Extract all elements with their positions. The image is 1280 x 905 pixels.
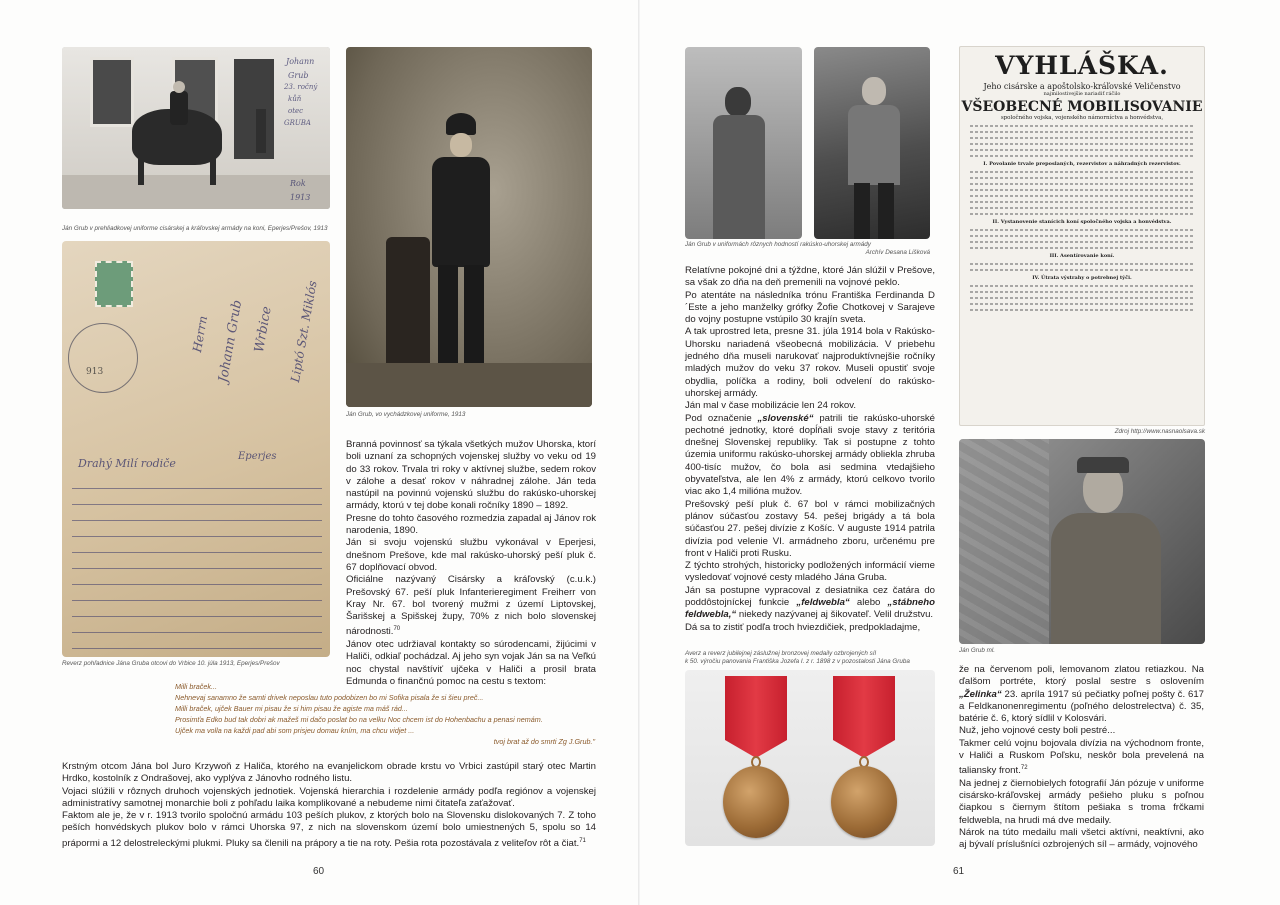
poster-text-line [970,213,1194,215]
photo-bronze-medals [685,670,935,846]
paragraph: Nárok na túto medailu mali všetci aktívni, neaktívni, ako aj bývalí príslušníci ozbrojených síl – armády, vojnového [959,827,1204,851]
poster-text-line [970,131,1194,133]
footnote-marker: 71 [579,837,586,844]
poster-section: IV. Útrata výstrahy o potrebnej týči. [1032,275,1132,281]
letter-quote [175,681,595,747]
paragraph-text: že na červenom poli, lemovanom zlatou retiazkou. Na ďalšom portréte, ktorý poslal sestre s oslovením [959,664,1204,688]
paragraph-text: niekedy nazývanej aj šikovateľ. Velil družstvu. [736,609,934,621]
photo-portrait-uniform-1 [685,47,802,239]
poster-subtitle: Jeho cisárske a apoštolsko-kráľovské Veličenstvo [983,82,1181,91]
caption-medals-line1: Averz a reverz jubilejnej záslužnej bronzovej medaily ozbrojených síl [685,650,876,657]
right-page [640,0,1280,905]
handwriting-gruba: GRUBA [284,119,311,127]
paragraph [685,413,935,499]
right-lower-text [959,664,1204,852]
letter-line: Nehnevaj sanamno že samti drivek neposlau tuto podobizen bo mi Sofika pisala že si šieu preč... [175,693,484,702]
paragraph-text: Takmer celú vojnu bojovala divízia na východnom fronte, v Haliči a Ruskom Poľsku, neskôr bola prevelená na taliansky front. [959,737,1204,777]
photo-walking-out-uniform [346,47,592,407]
poster-text-line [970,241,1194,243]
medal-reverse [831,766,897,838]
poster-text-line [970,149,1194,151]
paragraph: Vojaci slúžili v rôznych druhoch vojenských jednotiek. Vojenská hierarchia i rozdelenie armády podľa regiónov a vojenskej administratívy samotnej monarchie boli z pohľadu laika komplikované a nebudeme nimi čitateľa zaťažovať. [62,785,596,809]
paragraph-text: alebo [849,597,888,609]
caption-horse-photo: Ján Grub v prehliadkovej uniforme cisárskej a kráľovskej armády na koni, Eperjes/Prešov, 1913 [62,225,328,232]
handwriting-rok: Rok [290,179,306,188]
poster-text-line [970,143,1194,145]
paragraph-text: Oficiálne nazývaný Cisársky a kráľovský (c.u.k.) Prešovský 67. peší pluk Infanterieregiment Freiherr von Kray Nr. 67. bol tvorený mužmi z území Liptovskej, Šarišskej a Spišskej župy, 70% z nich bolo slovenskej národnosti. [346,574,596,638]
poster-title: VYHLÁŠKA. [995,51,1169,80]
handwriting-place: Eperjes [238,451,277,462]
poster-text-line [970,207,1194,209]
paragraph: Ján si svoju vojenskú službu vykonával v Eperjesi, dnešnom Prešove, kde mal rakúsko-uhorský peší pluk č. 67 doplňovací obvod. [346,537,596,573]
caption-uniform-photo: Ján Grub, vo vychádzkovej uniforme, 1913 [346,411,466,418]
handwriting-father: otec [288,107,304,115]
poster-text-line [970,125,1194,127]
emphasis-slovenske: „slovenské“ [757,412,814,424]
handwriting-grub: Grub [288,71,309,80]
handwriting-horse: kůň [288,95,302,103]
paragraph: Krstným otcom Jána bol Juro Krzywoň z Haliča, ktorého na evanjelickom obrade krstu vo Vrbici zastúpil starý otec Martin Hrdko, kostolník z Ondrašovej, ako vyplýva z Jánovho rodného listu. [62,761,596,785]
handwriting-age: 23. ročný [284,83,318,91]
paragraph: Na jednej z čiernobielych fotografií Ján pózuje v uniforme cisársko-kráľovskej armády pešieho pluku s poľnou čiapkou s čiernym štítom pešiaka s troma frčkami feldwebla, na hrudi má dve medaily. [959,777,1204,826]
poster-text-line [970,263,1194,265]
letter-line: Milli braček... [175,682,217,691]
paragraph: Presne do tohto časového rozmedzia zapadal aj Jánov rok narodenia, 1890. [346,512,596,537]
footnote-marker: 72 [1020,765,1028,772]
poster-text-line [970,291,1194,293]
emphasis-zelinka: „Želinka“ [959,688,1002,700]
handwriting-district: Liptó Szt. Miklós [288,279,320,384]
photo-seated-portrait [959,439,1205,644]
handwriting-johann: Johann [286,57,315,66]
paragraph-text: Faktom ale je, že v r. 1913 tvorilo spoločnú armádu 103 peších plukov, z ktorých bolo na Slovensku dislokovaných 7. Z toho peších honvédskych plukov bolo v rámci Uhorska 97, z nich na slovenskom území bolo umiestnených 5, spolu so 14 prápormi a 12 delostreleckými plukmi. Pluky sa členili na prápory a tie na roty. Pešia rota pozostávala z veliteľov rôt a čiat. [62,810,596,849]
handwriting-greeting: Drahý Milí rodiče [78,457,176,470]
caption-archive: Archív Desana Lišková [865,249,930,256]
poster-mobilization-announcement [959,46,1205,426]
photo-postcard-reverse [62,241,330,657]
handwriting-year: 1913 [290,193,311,202]
caption-seated-portrait: Ján Grub ml. [959,647,996,654]
paragraph [685,585,935,622]
poster-text-line [970,189,1194,191]
poster-text-line [970,269,1194,271]
poster-headline-sub: spoločného vojska, vojenského námorníctva a honvédstva, [1000,115,1164,121]
poster-section: III. Asentírovanie koní. [1049,253,1115,259]
letter-line: Ujček ma volla na každi pad abi som prisjeu domau kním, ma chcu vidjet ... [175,726,415,735]
postmark-number: 913 [86,367,104,377]
paragraph [959,664,1204,725]
medal-ribbon-obverse [725,676,787,758]
poster-text-line [970,155,1194,157]
paragraph: Nuž, jeho vojnové cesty boli pestré... [959,725,1116,737]
poster-text-line [970,229,1194,231]
caption-postcard: Reverz pohľadnice Jána Gruba otcovi do Vrbice 10. júla 1913, Eperjes/Prešov [62,660,280,667]
left-bottom-text [62,761,596,850]
caption-two-portraits: Ján Grub v uniformách rôznych hodností rakúsko-uhorskej armády [685,241,871,248]
paragraph: Dá sa to zistiť podľa troch hviezdičiek, predpokladajme, [685,621,921,633]
poster-small-line: najmilostivejšie nariadiť ráčilo [1043,91,1121,97]
paragraph: Po atentáte na následníka trónu Františka Ferdinanda D´Este a jeho manželky grófky Žofie Chotkovej v Sarajeve do vojny postupne vstúpilo 30 krajín sveta. [685,289,935,326]
caption-medals-line2: k 50. výročiu panovania Františka Jozefa I. z r. 1898 z v pozostalosti Jána Gruba [685,658,910,665]
medal-ribbon-reverse [833,676,895,758]
poster-text-line [970,309,1194,311]
right-main-text [685,265,935,634]
photo-rider-on-horse [62,47,330,209]
letter-signature: tvoj brat až do smrti Zg J.Grub." [493,737,595,746]
photo-portrait-uniform-2 [814,47,930,239]
poster-section: II. Vystanovenie stanícich koní spoločného vojska a honvédstva. [992,219,1172,225]
poster-section: I. Povolanie trvale preposlaných, rezervistov a náhradných rezervistov. [983,161,1181,167]
poster-headline: VŠEOBECNÉ MOBILISOVANIE [961,99,1203,115]
paragraph: Jánov otec udržiaval kontakty so súrodencami, žijúcimi v Haliči, odkiaľ pochádzal. Aj jeho syn vojak Ján sa na Veľkú noc chystal navštíviť ujčeka v Haliči a prosil brata Edmunda o finančnú pomoc na cestu s textom: [346,638,596,687]
handwriting-herrn: Herrn [190,314,211,354]
postage-stamp [95,261,133,307]
paragraph [346,574,596,639]
left-main-text [346,439,596,688]
paragraph: Z týchto strohých, historicky podložených informácií vieme vysledovať vojnové cesty mladého Jána Gruba. [685,560,935,584]
page-number-left: 60 [313,866,325,877]
paragraph-text: patrili tie rakúsko-uhorské pechotné jednotky, ktoré dopĺňali svoje stavy z teritória dnešnej Slovenskej republiky. Tak si postupne z tohto územia uniformu rakúsko-uhorskej armády obliekla zhruba 400-tisíc mužov, čo bola asi sedmina vtedajšieho obyvateľstva, ale len 4% z armády, ktorú celkovo tvorilo viac ako 1,4 milióna mužov. [685,412,935,498]
letter-line: Prosimťa Edko bud tak dobri ak mažeš mi dačo poslat bo na velku Noc chcem ist do Hohenbachu a penasi nemám. [175,715,543,724]
handwriting-village: Wrbice [252,305,275,354]
poster-text-line [970,285,1194,287]
caption-poster-source: Zdroj http://www.nasnaolsava.sk [1114,428,1205,435]
poster-text-line [970,303,1194,305]
poster-text-line [970,235,1194,237]
paragraph [62,810,596,850]
paragraph-text: Pod označenie [685,412,758,424]
paragraph: A tak uprostred leta, presne 31. júla 1914 bola v Rakúsko-Uhorsku nariadená všeobecná mobilizácia. V priebehu jedného dňa museli narukovať najproduktívnejšie ročníky mladých mužov do veku 37 rokov. Museli opustiť svoje obydlia, políčka a rodiny, boli odvelení do rakúsko-uhorskej armády. [685,326,935,399]
emphasis-stabsfeldwebel: „stábneho feldwebla,“ [685,597,935,621]
poster-text-line [970,171,1194,173]
poster-text-line [970,201,1194,203]
footnote-marker: 70 [393,626,401,633]
poster-text-line [970,177,1194,179]
poster-text-line [970,137,1194,139]
emphasis-feldwebel: „feldwebla“ [796,597,850,609]
paragraph: Ján mal v čase mobilizácie len 24 rokov. [685,400,856,412]
poster-text-line [970,195,1194,197]
medal-obverse [723,766,789,838]
paragraph: Branná povinnosť sa týkala všetkých mužov Uhorska, ktorí boli uznaní za schopných vojenskej služby vo veku od 19 do 33 rokov. Trvala tri roky v aktívnej službe, sedem rokov v zálohe a desať rokov v náhradnej zálohe. Ján teda nastúpil na povinnú vojenskú službu do rakúsko-uhorskej armády, ktorú v tej dobe konali ročníky 1890 – 1892. [346,439,596,512]
poster-text-line [970,247,1194,249]
paragraph: Relatívne pokojné dni a týždne, ktoré Ján slúžil v Prešove, sa však zo dňa na deň premenili na vojnové peklo. [685,265,935,289]
letter-line: Milli braček, ujček Bauer mi pisau že si him pisau že agiste ma máš rád... [175,704,408,713]
poster-text-line [970,183,1194,185]
paragraph-text: 23. apríla 1917 sú pečiatky poľnej pošty č. 617 a Feldkanonenregimentu (poľného delostrelectva) č. 35, batérie č. 6, ktorý sídlil v Kolosvári. [959,688,1204,725]
poster-text-line [970,297,1194,299]
paragraph: Prešovský peší pluk č. 67 bol v rámci mobilizačných plánov súčasťou zostavy 54. pešej brigády a tá bola súčasťou 27. pešej divízie z Košíc. V auguste 1914 patrila divízia pod velenie VI. armádneho zboru, určenému pre front v Haliči proti Rusku. [685,498,935,559]
page-number-right: 61 [953,866,965,877]
paragraph-text: Ján sa postupne vypracoval z desiatnika cez čatára do poddôstojníckej funkcie [685,584,935,609]
handwriting-addressee: Johann Grub [216,298,246,384]
paragraph [959,738,1204,778]
